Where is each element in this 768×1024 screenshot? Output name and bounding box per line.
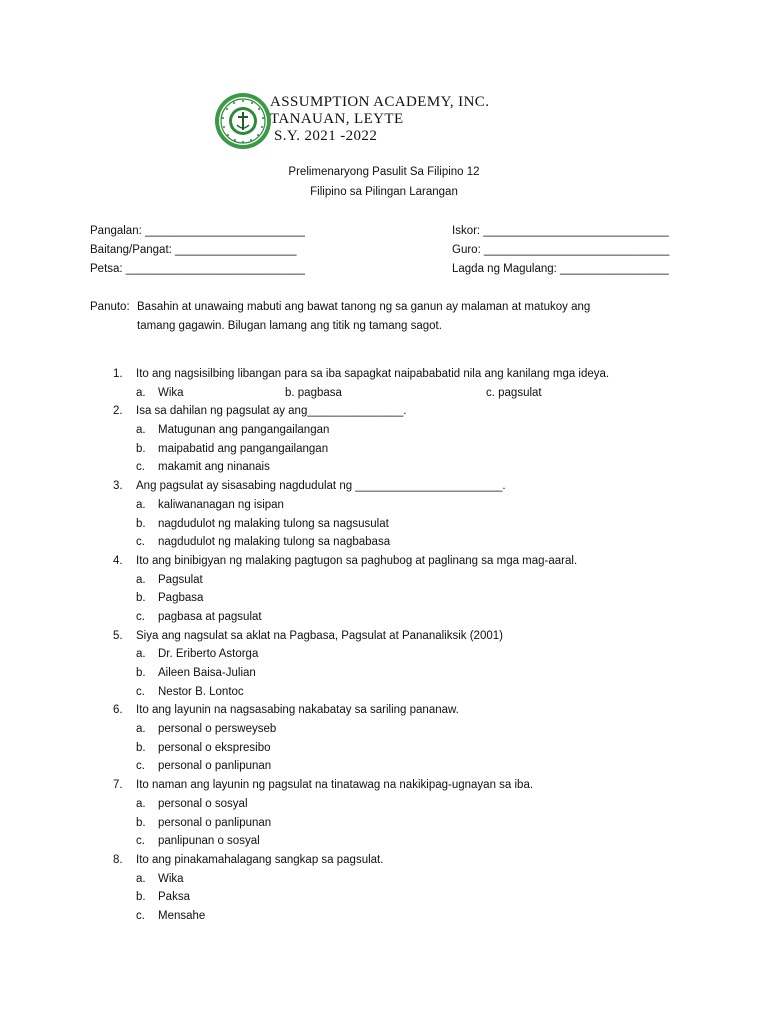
option-text: Mensahe <box>158 909 206 922</box>
option-b[interactable] <box>0 814 768 833</box>
question-number: 7. <box>113 779 123 792</box>
question-number: 3. <box>113 480 123 493</box>
exam-title: Prelimenaryong Pasulit Sa Filipino 12 <box>288 166 480 178</box>
school-year: S.Y. 2021 -2022 <box>274 128 378 144</box>
option-b[interactable] <box>0 739 768 758</box>
option-letter[interactable]: c. <box>136 760 145 773</box>
option-b[interactable] <box>0 440 768 459</box>
option-letter[interactable]: a. <box>136 648 146 661</box>
option-a[interactable] <box>0 421 768 440</box>
option-text: makamit ang ninanais <box>158 461 270 474</box>
date-field[interactable]: Petsa: ____________________________ <box>90 263 305 275</box>
question-5 <box>0 627 768 646</box>
option-c[interactable] <box>0 533 768 552</box>
exam-subtitle: Filipino sa Pilingan Larangan <box>310 186 458 198</box>
option-a[interactable] <box>0 870 768 889</box>
option-letter[interactable]: c. <box>136 536 145 549</box>
option-letter[interactable]: a. <box>136 386 146 399</box>
option-letter[interactable]: c. <box>136 909 145 922</box>
option-b[interactable] <box>0 589 768 608</box>
instructions-label: Panuto: <box>90 301 130 313</box>
instructions-text-line2: tamang gagawin. Bilugan lamang ang titik ng tamang sagot. <box>137 320 442 332</box>
question-stem: Ito naman ang layunin ng pagsulat na tinatawag na nakikipag-ugnayan sa iba. <box>136 779 534 792</box>
option-letter[interactable]: a. <box>136 424 146 437</box>
question-number: 5. <box>113 629 123 642</box>
question-number: 2. <box>113 405 123 418</box>
option-text: kaliwananagan ng isipan <box>158 498 284 511</box>
option-letter[interactable]: c. <box>136 610 145 623</box>
question-stem: Ito ang nagsisilbing libangan para sa iba sapagkat naipababatid nila ang kanilang mga ideya. <box>136 368 610 380</box>
school-header <box>270 94 489 145</box>
question-number: 8. <box>113 853 123 866</box>
option-letter[interactable]: c. <box>136 685 145 698</box>
option-letter[interactable]: a. <box>136 498 146 511</box>
option-b[interactable] <box>0 515 768 534</box>
question-number: 1. <box>113 368 123 380</box>
question-number: 4. <box>113 554 123 567</box>
school-location: TANAUAN, LEYTE <box>270 111 404 127</box>
question-3 <box>0 477 768 496</box>
option-text: panlipunan o sosyal <box>158 835 260 848</box>
option-text: Pagbasa <box>158 592 204 605</box>
option-letter[interactable]: a. <box>136 797 146 810</box>
option-letter[interactable]: b. <box>136 667 146 679</box>
option-b[interactable]: b. pagbasa <box>285 386 342 399</box>
option-c[interactable]: c. pagsulat <box>486 386 542 399</box>
option-letter[interactable]: b. <box>136 741 146 754</box>
option-text: Dr. Eriberto Astorga <box>158 648 259 661</box>
option-text: personal o panlipunan <box>158 816 272 829</box>
question-1 <box>0 365 768 384</box>
option-letter[interactable]: c. <box>136 835 145 848</box>
question-6 <box>0 701 768 720</box>
option-text: pagbasa at pagsulat <box>158 610 262 623</box>
option-text: Matugunan ang pangangailangan <box>158 424 330 437</box>
question-stem: Ito ang binibigyan ng malaking pagtugon sa paghubog at paglinang sa mga mag-aaral. <box>136 554 578 567</box>
option-text: personal o sosyal <box>158 797 248 810</box>
option-letter[interactable]: b. <box>136 816 146 829</box>
option-text: Paksa <box>158 891 190 904</box>
option-text: personal o persweyseb <box>158 723 277 736</box>
option-letter[interactable]: b. <box>136 592 146 605</box>
option-letter[interactable]: b. <box>136 517 146 530</box>
option-letter[interactable]: a. <box>136 723 146 736</box>
question-1-options <box>0 384 768 403</box>
question-stem: Siya ang nagsulat sa aklat na Pagbasa, Pagsulat at Pananaliksik (2001) <box>136 629 503 642</box>
option-text: Nestor B. Lontoc <box>158 685 244 698</box>
question-stem: Isa sa dahilan ng pagsulat ay ang_______________. <box>136 405 407 418</box>
name-field[interactable]: Pangalan: _________________________ <box>90 225 305 237</box>
option-c[interactable] <box>0 757 768 776</box>
option-text: personal o ekspresibo <box>158 741 271 754</box>
teacher-field[interactable]: Guro: _____________________________ <box>452 244 670 256</box>
option-c[interactable] <box>0 683 768 702</box>
question-list <box>0 365 768 926</box>
option-text: nagdudulot ng malaking tulong sa nagbabasa <box>158 536 391 549</box>
option-b[interactable] <box>0 664 768 683</box>
option-letter[interactable]: c. <box>136 461 145 474</box>
parent-signature-field[interactable]: Lagda ng Magulang: _________________ <box>452 263 669 275</box>
question-stem: Ang pagsulat ay sisasabing nagdudulat ng _______________________. <box>136 480 506 493</box>
question-stem: Ito ang layunin na nagsasabing nakabatay sa sariling pananaw. <box>136 704 459 717</box>
option-text: Wika <box>158 872 184 885</box>
score-field[interactable]: Iskor: _____________________________ <box>452 225 669 237</box>
question-number: 6. <box>113 704 123 717</box>
grade-section-field[interactable]: Baitang/Pangat: ___________________ <box>90 244 297 256</box>
option-b[interactable] <box>0 888 768 907</box>
option-letter[interactable]: b. <box>136 891 146 904</box>
option-a[interactable] <box>0 496 768 515</box>
question-4 <box>0 552 768 571</box>
question-7 <box>0 776 768 795</box>
option-c[interactable] <box>0 907 768 926</box>
option-letter[interactable]: b. <box>136 442 146 455</box>
option-a[interactable] <box>0 571 768 590</box>
option-text: nagdudulot ng malaking tulong sa nagsusulat <box>158 517 389 530</box>
option-letter[interactable]: a. <box>136 872 146 885</box>
option-text: Aileen Baisa-Julian <box>158 667 256 679</box>
school-name: ASSUMPTION ACADEMY, INC. <box>270 94 490 110</box>
question-8 <box>0 851 768 870</box>
option-text: maipabatid ang pangangailangan <box>158 442 329 455</box>
question-2 <box>0 402 768 421</box>
option-text: Pagsulat <box>158 573 203 586</box>
option-text: personal o panlipunan <box>158 760 272 773</box>
school-seal-icon <box>214 92 272 150</box>
option-a[interactable] <box>0 645 768 664</box>
option-letter[interactable]: a. <box>136 573 146 586</box>
option-text[interactable]: Wika <box>158 386 184 399</box>
question-stem: Ito ang pinakamahalagang sangkap sa pagsulat. <box>136 853 384 866</box>
option-c[interactable] <box>0 608 768 627</box>
option-a[interactable] <box>0 720 768 739</box>
option-c[interactable] <box>0 458 768 477</box>
option-c[interactable] <box>0 832 768 851</box>
instructions-text-line1: Basahin at unawaing mabuti ang bawat tanong ng sa ganun ay malaman at matukoy ang <box>137 301 591 313</box>
option-a[interactable] <box>0 795 768 814</box>
